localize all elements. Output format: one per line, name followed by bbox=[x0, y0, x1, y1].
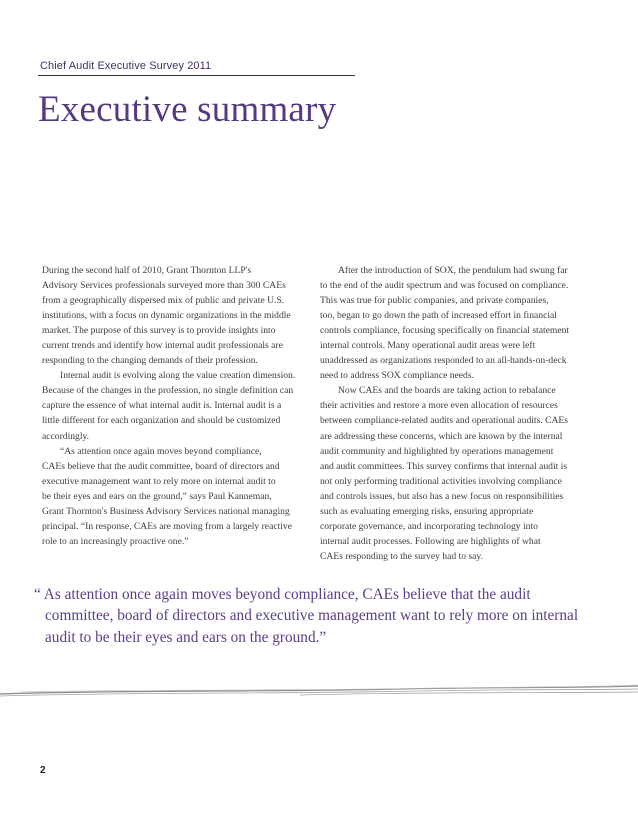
right-line: internal controls. Many operational audit areas were left bbox=[320, 340, 536, 352]
left-line: Grant Thornton's Business Advisory Services national managing bbox=[42, 505, 290, 517]
left-line: principal. “In response, CAEs are moving from a largely reactive bbox=[42, 520, 292, 532]
right-column bbox=[320, 263, 595, 564]
left-line: “As attention once again moves beyond compliance, bbox=[60, 445, 262, 457]
left-line: CAEs believe that the audit committee, board of directors and bbox=[42, 460, 280, 472]
right-line: corporate governance, and incorporating technology into bbox=[320, 520, 538, 532]
right-line: to the end of the audit spectrum and was focused on compliance. bbox=[320, 280, 569, 292]
left-line: Internal audit is evolving along the value creation dimension. bbox=[60, 370, 296, 382]
left-line: capture the essence of what internal audit is. Internal audit is a bbox=[42, 400, 282, 412]
right-line: not only performing traditional activities involving compliance bbox=[320, 475, 562, 487]
right-line: and audit committees. This survey confirms that internal audit is bbox=[320, 460, 568, 472]
right-line: their activities and restore a more even allocation of resources bbox=[320, 400, 558, 412]
right-line: After the introduction of SOX, the pendulum had swung far bbox=[338, 265, 568, 276]
pull-quote-line: committee, board of directors and executive management want to rely more on internal bbox=[45, 607, 579, 625]
left-line: current trends and identify how internal audit professionals are bbox=[42, 340, 283, 352]
pull-quote-line: audit to be their eyes and ears on the ground.” bbox=[45, 628, 327, 646]
left-line: from a geographically dispersed mix of public and private U.S. bbox=[42, 295, 285, 307]
left-line: responding to the changing demands of their profession. bbox=[42, 355, 258, 367]
left-line: be their eyes and ears on the ground,” says Paul Kanneman, bbox=[42, 490, 272, 502]
left-line: Advisory Services professionals surveyed more than 300 CAEs bbox=[42, 280, 286, 292]
right-line: are addressing these concerns, which are known by the internal bbox=[320, 430, 563, 442]
right-line: between compliance-related audits and operational audits. CAEs bbox=[320, 415, 569, 427]
left-line: accordingly. bbox=[42, 430, 90, 442]
page-title: Executive summary bbox=[38, 89, 337, 130]
scratch-stroke bbox=[20, 685, 638, 692]
decorative-scratch-line bbox=[0, 680, 638, 704]
pull-quote-line: “ As attention once again moves beyond compliance, CAEs believe that the audit bbox=[34, 586, 531, 603]
right-line: too, began to go down the path of increased effort in financial bbox=[320, 310, 557, 322]
right-line: need to address SOX compliance needs. bbox=[320, 370, 474, 382]
right-line: controls compliance, focusing specifically on financial statement bbox=[320, 325, 570, 337]
left-line: role to an increasingly proactive one.” bbox=[42, 535, 189, 547]
left-line: During the second half of 2010, Grant Thornton LLP's bbox=[42, 265, 252, 276]
page-number: 2 bbox=[40, 765, 46, 776]
right-line: unaddressed as organizations responded to an all-hands-on-deck bbox=[320, 355, 567, 367]
right-line: such as evaluating emerging risks, ensuring appropriate bbox=[320, 505, 534, 517]
left-line: institutions, with a focus on dynamic organizations in the middle bbox=[42, 310, 291, 322]
left-line: market. The purpose of this survey is to provide insights into bbox=[42, 325, 276, 337]
right-line: and controls issues, but also has a new focus on responsibilities bbox=[320, 490, 564, 502]
pull-quote bbox=[34, 584, 624, 648]
left-line: Because of the changes in the profession, no single definition can bbox=[42, 385, 294, 397]
left-line: executive management want to rely more on internal audit to bbox=[42, 475, 276, 487]
left-line: little different for each organization and should be customized bbox=[42, 415, 281, 427]
right-line: internal audit processes. Following are highlights of what bbox=[320, 535, 541, 547]
survey-label: Chief Audit Executive Survey 2011 bbox=[40, 60, 212, 72]
left-column bbox=[42, 263, 317, 549]
right-line: audit community and highlighted by operations management bbox=[320, 445, 554, 457]
right-line: Now CAEs and the boards are taking action to rebalance bbox=[338, 385, 556, 397]
header-rule bbox=[38, 75, 355, 76]
right-line: CAEs responding to the survey had to say. bbox=[320, 550, 483, 562]
right-line: This was true for public companies, and private companies, bbox=[320, 295, 549, 307]
